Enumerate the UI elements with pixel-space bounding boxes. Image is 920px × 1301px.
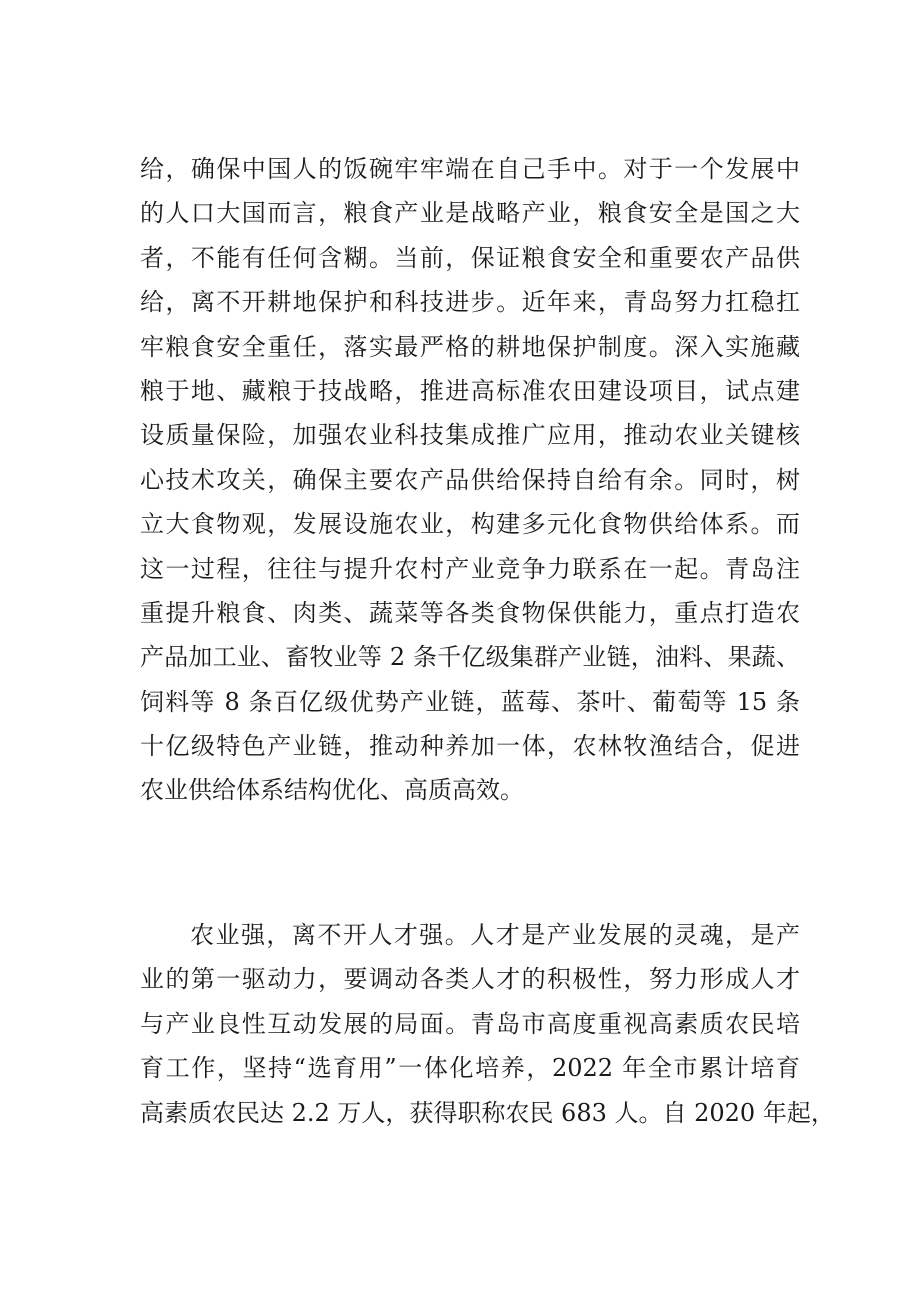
text-line: 高素质农民达 2.2 万人，获得职称农民 683 人。自 2020 年起， — [140, 1098, 835, 1127]
text-line: 十亿级特色产业链，推动种养加一体，农林牧渔结合，促进 — [140, 732, 800, 761]
text-line: 育工作，坚持“选育用”一体化培养，2022 年全市累计培育 — [140, 1054, 800, 1083]
paragraph-2 — [140, 913, 835, 1135]
text-line: 者，不能有任何含糊。当前，保证粮食安全和重要农产品供 — [140, 243, 800, 272]
text-line: 设质量保险，加强农业科技集成推广应用，推动农业关键核 — [140, 421, 800, 450]
text-line: 粮于地、藏粮于技战略，推进高标准农田建设项目，试点建 — [140, 376, 800, 405]
text-line: 农业供给体系结构优化、高质高效。 — [140, 776, 524, 805]
paragraph-1 — [140, 147, 800, 813]
text-line: 牢粮食安全重任，落实最严格的耕地保护制度。深入实施藏 — [140, 332, 800, 361]
text-line: 立大食物观，发展设施农业，构建多元化食物供给体系。而 — [140, 510, 800, 539]
text-line: 给，离不开耕地保护和科技进步。近年来，青岛努力扛稳扛 — [140, 288, 800, 317]
text-line: 与产业良性互动发展的局面。青岛市高度重视高素质农民培 — [140, 1009, 800, 1038]
text-line: 饲料等 8 条百亿级优势产业链，蓝莓、茶叶、葡萄等 15 条 — [140, 687, 800, 716]
text-line: 产品加工业、畜牧业等 2 条千亿级集群产业链，油料、果蔬、 — [140, 643, 800, 672]
text-line: 农业强，离不开人才强。人才是产业发展的灵魂，是产 — [190, 921, 800, 949]
text-line: 业的第一驱动力，要调动各类人才的积极性，努力形成人才 — [140, 965, 800, 994]
text-line: 给，确保中国人的饭碗牢牢端在自己手中。对于一个发展中 — [140, 155, 800, 183]
text-line: 这一过程，往往与提升农村产业竞争力联系在一起。青岛注 — [140, 554, 800, 583]
text-line: 心技术攻关，确保主要农产品供给保持自给有余。同时，树 — [140, 465, 800, 494]
text-line: 的人口大国而言，粮食产业是战略产业，粮食安全是国之大 — [140, 199, 800, 228]
text-line: 重提升粮食、肉类、蔬菜等各类食物保供能力，重点打造农 — [140, 598, 800, 627]
